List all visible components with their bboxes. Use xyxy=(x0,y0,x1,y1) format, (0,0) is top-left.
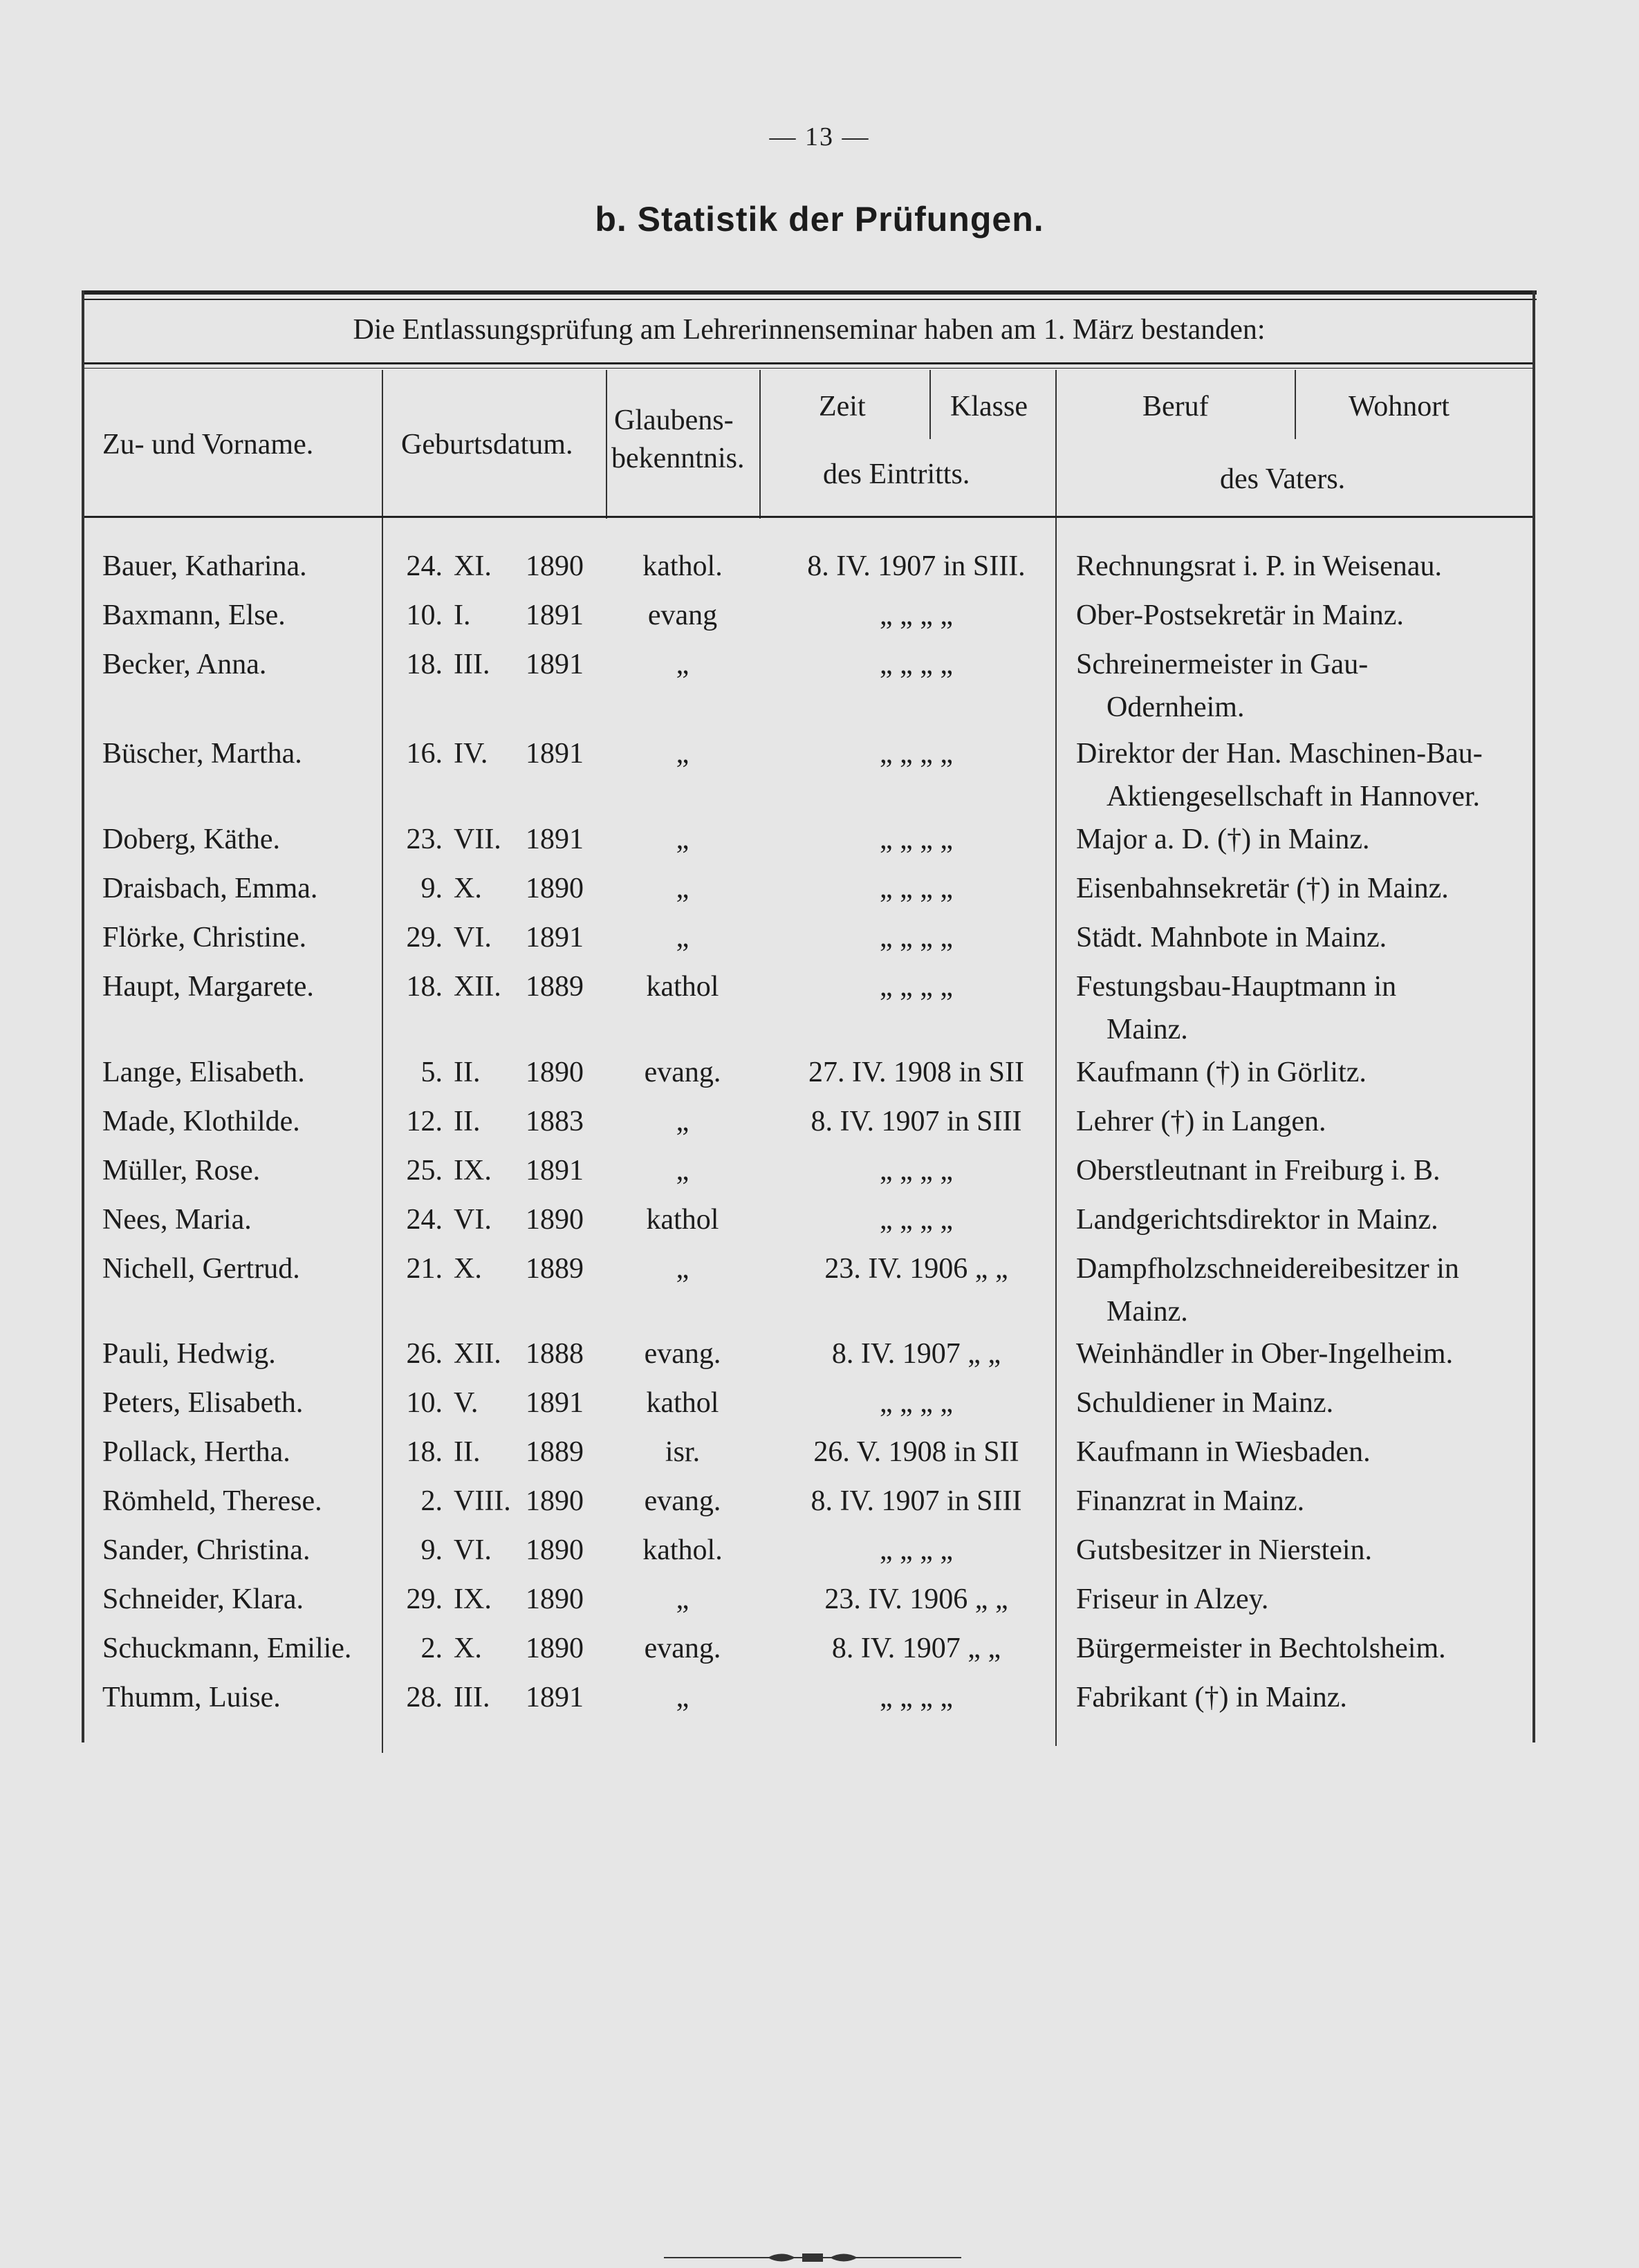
cell-occupation: Lehrer (†) in Langen. xyxy=(1076,1106,1326,1137)
table-row xyxy=(0,1056,1639,1104)
header-class: Klasse xyxy=(950,391,1028,422)
cell-entry: 27. IV. 1908 in SII xyxy=(808,1057,1024,1088)
cell-birth-year: 1889 xyxy=(526,1253,584,1285)
cell-birth-day: 26. xyxy=(406,1338,443,1370)
cell-birth-month: VIII. xyxy=(454,1485,511,1517)
table-row xyxy=(0,1337,1639,1386)
cell-birth-year: 1891 xyxy=(526,922,584,954)
cell-birth-day: 25. xyxy=(406,1155,443,1187)
cell-birth-day: 18. xyxy=(406,971,443,1003)
cell-birth-day: 16. xyxy=(406,738,443,770)
cell-birth-month: I. xyxy=(454,599,471,631)
header-birth: Geburtsdatum. xyxy=(401,429,573,461)
cell-birth-month: III. xyxy=(454,1682,490,1713)
cell-birth-day: 10. xyxy=(406,1387,443,1419)
cell-birth-year: 1890 xyxy=(526,1204,584,1236)
table-row xyxy=(0,599,1639,647)
cell-name: Nichell, Gertrud. xyxy=(102,1253,300,1285)
header-religion-2: bekenntnis. xyxy=(611,443,745,474)
cell-religion: „ xyxy=(676,824,689,855)
cell-religion: isr. xyxy=(665,1436,701,1468)
cell-name: Peters, Elisabeth. xyxy=(102,1387,304,1419)
cell-birth-year: 1890 xyxy=(526,1633,584,1664)
cell-birth-month: XI. xyxy=(454,550,492,582)
cell-occupation: Eisenbahnsekretär (†) in Mainz. xyxy=(1076,873,1449,904)
cell-birth-day: 9. xyxy=(420,1534,443,1566)
col-divider xyxy=(1295,370,1296,439)
cell-birth-day: 29. xyxy=(406,1583,443,1615)
cell-birth-year: 1890 xyxy=(526,1534,584,1566)
cell-birth-year: 1891 xyxy=(526,1682,584,1713)
cell-religion: kathol xyxy=(646,971,719,1003)
page-title: b. Statistik der Prüfungen. xyxy=(595,200,1044,239)
cell-entry: „ „ „ „ xyxy=(879,873,954,904)
cell-entry: 8. IV. 1907 in SIII xyxy=(811,1485,1022,1517)
header-rule xyxy=(84,516,1532,518)
cell-occupation-cont: Odernheim. xyxy=(1106,691,1245,723)
table-row xyxy=(0,872,1639,920)
cell-name: Baxmann, Else. xyxy=(102,599,286,631)
table-row xyxy=(0,1154,1639,1202)
cell-name: Pollack, Hertha. xyxy=(102,1436,290,1468)
cell-name: Draisbach, Emma. xyxy=(102,873,318,904)
cell-birth-month: V. xyxy=(454,1387,479,1419)
cell-religion: „ xyxy=(676,873,689,904)
cell-entry: 23. IV. 1906 „ „ xyxy=(824,1583,1008,1615)
cell-religion: „ xyxy=(676,1682,689,1713)
table-row xyxy=(0,1583,1639,1631)
cell-occupation-cont: Aktiengesellschaft in Hannover. xyxy=(1106,781,1481,812)
cell-name: Doberg, Käthe. xyxy=(102,824,280,855)
cell-religion: evang. xyxy=(644,1633,721,1664)
cell-birth-month: XII. xyxy=(454,971,501,1003)
table-top-rule xyxy=(82,290,1537,295)
cell-occupation: Festungsbau-Hauptmann in xyxy=(1076,971,1397,1003)
cell-birth-year: 1891 xyxy=(526,599,584,631)
cell-birth-year: 1890 xyxy=(526,1485,584,1517)
cell-birth-year: 1889 xyxy=(526,1436,584,1468)
cell-birth-month: II. xyxy=(454,1057,481,1088)
cell-birth-month: IX. xyxy=(454,1583,492,1615)
cell-name: Schneider, Klara. xyxy=(102,1583,304,1615)
cell-religion: „ xyxy=(676,649,689,680)
cell-entry: „ „ „ „ xyxy=(879,1682,954,1713)
cell-birth-year: 1891 xyxy=(526,824,584,855)
cell-birth-day: 18. xyxy=(406,1436,443,1468)
table-row xyxy=(0,737,1639,812)
cell-birth-month: X. xyxy=(454,1253,482,1285)
cell-entry: „ „ „ „ xyxy=(879,824,954,855)
table-row xyxy=(0,1203,1639,1252)
header-entry: des Eintritts. xyxy=(823,458,970,490)
cell-name: Flörke, Christine. xyxy=(102,922,307,954)
cell-birth-month: VII. xyxy=(454,824,501,855)
cell-entry: „ „ „ „ xyxy=(879,599,954,631)
header-religion-1: Glaubens- xyxy=(614,405,734,436)
cell-birth-year: 1890 xyxy=(526,873,584,904)
cell-name: Thumm, Luise. xyxy=(102,1682,281,1713)
cell-religion: evang. xyxy=(644,1338,721,1370)
cell-birth-day: 29. xyxy=(406,922,443,954)
table-row xyxy=(0,1632,1639,1680)
cell-entry: 26. V. 1908 in SII xyxy=(813,1436,1019,1468)
cell-religion: „ xyxy=(676,738,689,770)
cell-religion: kathol xyxy=(646,1204,719,1236)
cell-entry: „ „ „ „ xyxy=(879,1155,954,1187)
cell-birth-month: II. xyxy=(454,1436,481,1468)
cell-entry: „ „ „ „ xyxy=(879,1387,954,1419)
table-row xyxy=(0,823,1639,871)
cell-name: Becker, Anna. xyxy=(102,649,267,680)
col-divider xyxy=(929,370,931,439)
cell-religion: evang. xyxy=(644,1485,721,1517)
cell-birth-year: 1891 xyxy=(526,1155,584,1187)
cell-entry: 8. IV. 1907 in SIII. xyxy=(807,550,1026,582)
cell-occupation: Weinhändler in Ober-Ingelheim. xyxy=(1076,1338,1454,1370)
header-father: des Vaters. xyxy=(1220,463,1346,495)
cell-birth-month: II. xyxy=(454,1106,481,1137)
header-occupation: Beruf xyxy=(1142,391,1209,422)
cell-occupation: Schreinermeister in Gau- xyxy=(1076,649,1369,680)
table-row xyxy=(0,970,1639,1045)
cell-birth-day: 24. xyxy=(406,1204,443,1236)
table-row xyxy=(0,1435,1639,1484)
cell-birth-month: IV. xyxy=(454,738,488,770)
cell-occupation: Direktor der Han. Maschinen-Bau- xyxy=(1076,738,1483,770)
caption-rule-thin xyxy=(84,368,1532,369)
cell-birth-day: 2. xyxy=(420,1485,443,1517)
table-row xyxy=(0,1485,1639,1533)
table-row xyxy=(0,1681,1639,1729)
cell-religion: evang xyxy=(647,599,718,631)
cell-religion: „ xyxy=(676,1253,689,1285)
cell-birth-month: III. xyxy=(454,649,490,680)
cell-entry: „ „ „ „ xyxy=(879,738,954,770)
page-number: — 13 — xyxy=(769,122,870,151)
cell-entry: „ „ „ „ xyxy=(879,649,954,680)
col-divider xyxy=(606,370,607,519)
cell-birth-year: 1890 xyxy=(526,1583,584,1615)
cell-birth-day: 21. xyxy=(406,1253,443,1285)
col-divider xyxy=(759,370,761,519)
table-top-rule-thin xyxy=(82,299,1537,300)
cell-birth-day: 2. xyxy=(420,1633,443,1664)
cell-birth-month: XII. xyxy=(454,1338,501,1370)
cell-occupation: Fabrikant (†) in Mainz. xyxy=(1076,1682,1347,1713)
cell-name: Römheld, Therese. xyxy=(102,1485,322,1517)
table-row xyxy=(0,648,1639,723)
cell-birth-month: IX. xyxy=(454,1155,492,1187)
cell-name: Pauli, Hedwig. xyxy=(102,1338,276,1370)
cell-birth-year: 1890 xyxy=(526,550,584,582)
cell-occupation: Finanzrat in Mainz. xyxy=(1076,1485,1305,1517)
table-row xyxy=(0,550,1639,598)
header-residence: Wohnort xyxy=(1349,391,1450,422)
cell-entry: „ „ „ „ xyxy=(879,971,954,1003)
cell-birth-month: VI. xyxy=(454,1534,492,1566)
table-caption: Die Entlassungsprüfung am Lehrerinnenseminar haben am 1. März bestanden: xyxy=(353,314,1266,346)
cell-occupation: Rechnungsrat i. P. in Weisenau. xyxy=(1076,550,1442,582)
cell-birth-year: 1890 xyxy=(526,1057,584,1088)
cell-birth-year: 1891 xyxy=(526,649,584,680)
cell-birth-day: 9. xyxy=(420,873,443,904)
cell-name: Büscher, Martha. xyxy=(102,738,302,770)
cell-entry: 23. IV. 1906 „ „ xyxy=(824,1253,1008,1285)
cell-religion: „ xyxy=(676,1155,689,1187)
cell-entry: 8. IV. 1907 „ „ xyxy=(831,1633,1001,1664)
cell-birth-day: 23. xyxy=(406,824,443,855)
cell-name: Schuckmann, Emilie. xyxy=(102,1633,352,1664)
cell-birth-year: 1891 xyxy=(526,738,584,770)
cell-birth-day: 12. xyxy=(406,1106,443,1137)
cell-birth-day: 24. xyxy=(406,550,443,582)
cell-name: Müller, Rose. xyxy=(102,1155,261,1187)
cell-religion: kathol xyxy=(646,1387,719,1419)
cell-birth-year: 1891 xyxy=(526,1387,584,1419)
cell-religion: kathol. xyxy=(642,550,723,582)
cell-religion: „ xyxy=(676,1583,689,1615)
cell-entry: „ „ „ „ xyxy=(879,1204,954,1236)
cell-occupation: Kaufmann in Wiesbaden. xyxy=(1076,1436,1371,1468)
cell-name: Lange, Elisabeth. xyxy=(102,1057,305,1088)
cell-birth-day: 5. xyxy=(420,1057,443,1088)
cell-occupation-cont: Mainz. xyxy=(1106,1296,1188,1328)
cell-occupation: Bürgermeister in Bechtolsheim. xyxy=(1076,1633,1446,1664)
cell-birth-month: X. xyxy=(454,873,482,904)
cell-occupation-cont: Mainz. xyxy=(1106,1014,1188,1045)
cell-religion: „ xyxy=(676,922,689,954)
table-row xyxy=(0,921,1639,969)
cell-entry: 8. IV. 1907 „ „ xyxy=(831,1338,1001,1370)
cell-entry: „ „ „ „ xyxy=(879,922,954,954)
cell-birth-year: 1883 xyxy=(526,1106,584,1137)
cell-religion: kathol. xyxy=(642,1534,723,1566)
cell-birth-year: 1888 xyxy=(526,1338,584,1370)
cell-birth-year: 1889 xyxy=(526,971,584,1003)
table-row xyxy=(0,1252,1639,1328)
header-time: Zeit xyxy=(819,391,866,422)
cell-occupation: Friseur in Alzey. xyxy=(1076,1583,1269,1615)
cell-birth-day: 10. xyxy=(406,599,443,631)
cell-occupation: Oberstleutnant in Freiburg i. B. xyxy=(1076,1155,1441,1187)
cell-name: Nees, Maria. xyxy=(102,1204,252,1236)
cell-occupation: Ober-Postsekretär in Mainz. xyxy=(1076,599,1404,631)
cell-birth-day: 28. xyxy=(406,1682,443,1713)
cell-occupation: Gutsbesitzer in Nierstein. xyxy=(1076,1534,1373,1566)
cell-name: Haupt, Margarete. xyxy=(102,971,314,1003)
cell-name: Sander, Christina. xyxy=(102,1534,311,1566)
cell-occupation: Kaufmann (†) in Görlitz. xyxy=(1076,1057,1367,1088)
caption-rule xyxy=(84,362,1532,364)
cell-name: Made, Klothilde. xyxy=(102,1106,300,1137)
cell-birth-day: 18. xyxy=(406,649,443,680)
end-ornament-icon xyxy=(664,2247,961,2268)
cell-occupation: Landgerichtsdirektor in Mainz. xyxy=(1076,1204,1438,1236)
cell-occupation: Schuldiener in Mainz. xyxy=(1076,1387,1334,1419)
header-name: Zu- und Vorname. xyxy=(102,429,314,461)
table-row xyxy=(0,1534,1639,1582)
cell-occupation: Dampfholzschneidereibesitzer in xyxy=(1076,1253,1459,1285)
table-row xyxy=(0,1105,1639,1153)
cell-occupation: Städt. Mahnbote in Mainz. xyxy=(1076,922,1387,954)
cell-birth-month: VI. xyxy=(454,1204,492,1236)
table-row xyxy=(0,1386,1639,1435)
cell-birth-month: X. xyxy=(454,1633,482,1664)
cell-religion: evang. xyxy=(644,1057,721,1088)
cell-entry: 8. IV. 1907 in SIII xyxy=(811,1106,1022,1137)
cell-occupation: Major a. D. (†) in Mainz. xyxy=(1076,824,1370,855)
cell-religion: „ xyxy=(676,1106,689,1137)
cell-birth-month: VI. xyxy=(454,922,492,954)
cell-name: Bauer, Katharina. xyxy=(102,550,307,582)
cell-entry: „ „ „ „ xyxy=(879,1534,954,1566)
